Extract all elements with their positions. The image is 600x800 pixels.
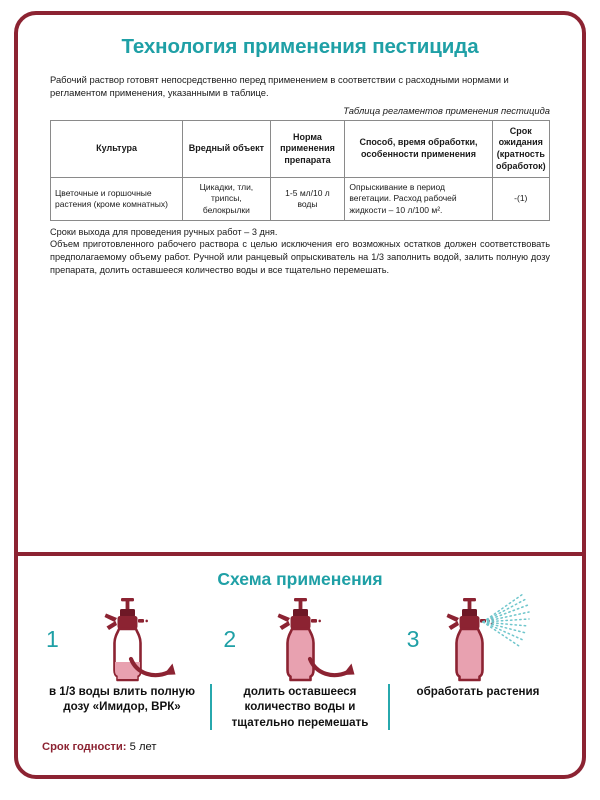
- cell-method: Опрыскивание в период вегетации. Расход рабочей жидкости – 10 л/100 м².: [345, 178, 492, 220]
- table-caption: Таблица регламентов применения пестицида: [343, 104, 550, 116]
- step-number-1: 1: [46, 626, 59, 652]
- flow-arrow-icon-2: [307, 653, 359, 688]
- flow-arrow-icon-1: [128, 653, 180, 688]
- step-caption-3: обработать растения: [416, 685, 540, 698]
- note-line-1: Сроки выхода для проведения ручных работ – 3 дня.: [50, 226, 278, 237]
- technology-section: [18, 15, 582, 277]
- shelf-life-info: [42, 741, 156, 753]
- scheme-captions-row: [18, 684, 582, 730]
- table-header-dose: Норма применения препарата: [270, 120, 345, 178]
- step-number-2: 2: [223, 626, 237, 652]
- cell-waiting: -(1): [492, 178, 549, 220]
- shelf-life-value: 5 лет: [129, 741, 157, 753]
- table-header-method: Способ, время обработки, особенности применения: [345, 120, 492, 178]
- table-row: [51, 178, 550, 220]
- notes-block: [50, 226, 550, 278]
- spray-mist-icon: [479, 592, 531, 659]
- cell-culture: Цветочные и горшочные растения (кроме комнатных): [51, 178, 183, 220]
- cell-dose: 1-5 мл/10 л воды: [270, 178, 345, 220]
- table-header-pest: Вредный объект: [183, 120, 270, 178]
- cell-pest: Цикадки, тли, трипсы, белокрылки: [183, 178, 270, 220]
- scheme-step-2: [209, 596, 390, 684]
- page-title: Технология применения пестицида: [121, 35, 479, 58]
- table-header-waiting: Срок ожидания (кратность обработок): [492, 120, 549, 178]
- table-header-culture: Культура: [51, 120, 183, 178]
- step-number-3: 3: [406, 626, 420, 652]
- application-scheme-section: [18, 556, 582, 775]
- table-header-row: [51, 120, 550, 178]
- intro-paragraph: Рабочий раствор готовят непосредственно перед применением в соответствии с расходными нормами и регламентом применения, указанными в таблице.: [50, 74, 509, 99]
- note-line-2: Объем приготовленного рабочего раствора с целью исключения его возможных остатков должен соответствовать предполагаемому объему работ. Ручной или ранцевый опрыскиватель на 1/3 заполнить водой, залить полную дозу препарата, долить оставшееся количество воды и все тщательно перемешать.: [50, 239, 550, 276]
- scheme-steps-illustrations: [18, 596, 582, 684]
- shelf-life-label: Срок годности:: [42, 741, 127, 753]
- step-caption-2: долить оставшееся количество воды и тщательно перемешать: [210, 684, 390, 730]
- pesticide-label-card: [14, 11, 586, 779]
- scheme-step-3: [391, 596, 572, 684]
- step-caption-1: в 1/3 воды влить полную дозу «Имидор, ВРК»: [48, 685, 196, 714]
- scheme-title: Схема применения: [217, 569, 383, 589]
- regulations-table: [50, 120, 550, 221]
- scheme-step-1: [28, 596, 209, 684]
